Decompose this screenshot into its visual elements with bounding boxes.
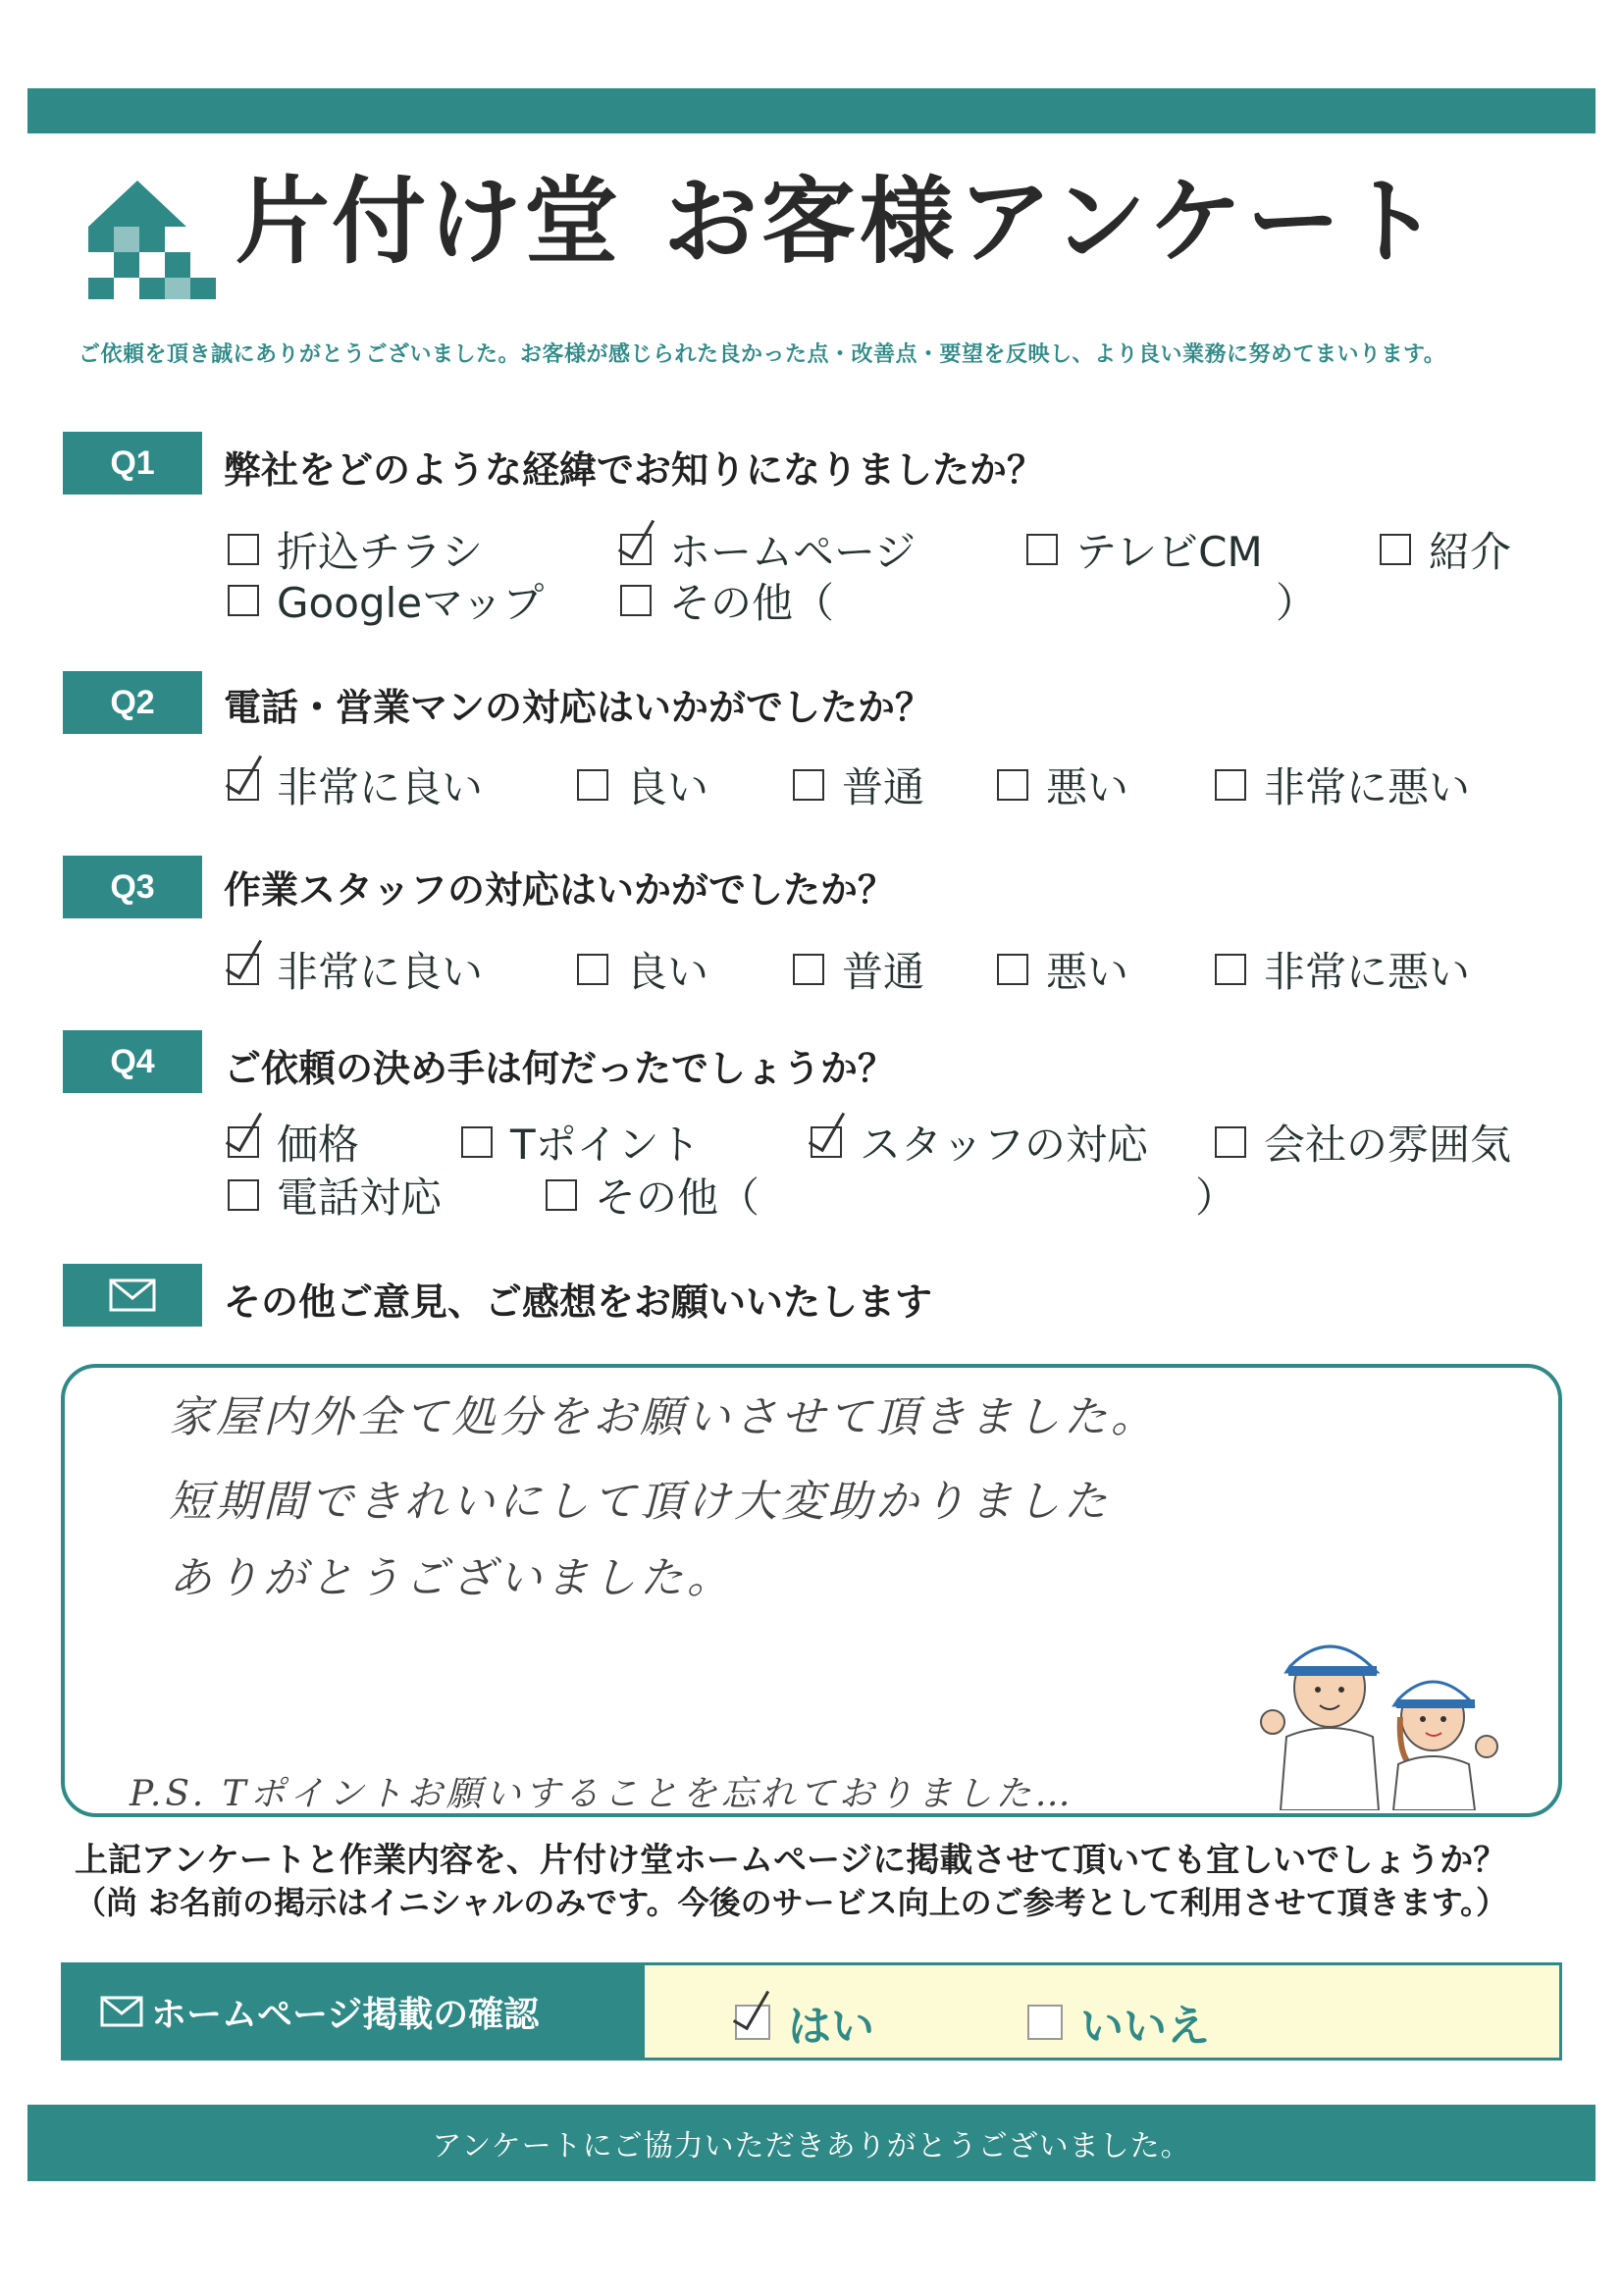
q4-option-tpoint[interactable]: Tポイント (461, 1113, 701, 1172)
checkbox[interactable] (228, 534, 259, 565)
q2-option-good[interactable]: 良い (577, 756, 708, 814)
q2-option-average[interactable]: 普通 (793, 756, 924, 814)
q3-label: Q3 (63, 856, 202, 918)
q1-option-homepage[interactable]: ホームページ (620, 520, 916, 579)
staff-mascot-illustration (1251, 1609, 1516, 1810)
comments-label (63, 1264, 202, 1327)
permission-question: 上記アンケートと作業内容を、片付け堂ホームページに掲載させて頂いても宜しいでしょうか？ (75, 1841, 1507, 1880)
checkbox[interactable] (461, 1126, 493, 1158)
checkbox-checked[interactable] (228, 954, 259, 985)
checkbox[interactable] (620, 585, 652, 616)
comments-heading: その他ご意見、ご感想をお願いいたします (224, 1280, 933, 1324)
q4-option-staff[interactable]: スタッフの対応 (811, 1113, 1148, 1172)
q4-label: Q4 (63, 1030, 202, 1093)
q2-option-bad[interactable]: 悪い (997, 756, 1128, 814)
comment-line-ps: P.S. Tポイントお願いすることを忘れておりました… (130, 1774, 1074, 1814)
comment-line-3: ありがとうございました。 (169, 1553, 734, 1603)
checkbox-checked[interactable] (735, 2005, 770, 2040)
checkbox[interactable] (228, 585, 259, 616)
comment-line-1: 家屋内外全て処分をお願いさせて頂きました。 (169, 1392, 1158, 1442)
q1-other-close-paren: ） (1276, 579, 1318, 627)
checkbox[interactable] (577, 769, 608, 801)
q2-label: Q2 (63, 671, 202, 734)
q1-option-tvcm[interactable]: テレビCM (1026, 520, 1263, 579)
checkbox[interactable] (546, 1179, 577, 1211)
checkbox[interactable] (1027, 2005, 1063, 2040)
checkbox[interactable] (1215, 1126, 1246, 1158)
q1-option-other[interactable]: その他（ (620, 571, 834, 630)
checkbox-checked[interactable] (228, 769, 259, 801)
permission-note: （尚 お名前の掲示はイニシャルのみです。今後のサービス向上のご参考として利用させて頂きます。） (75, 1884, 1508, 1921)
footer-thanks: アンケートにご協力いただきありがとうございました。 (432, 2129, 1191, 2164)
confirm-no-option[interactable]: いいえ (1027, 1991, 1210, 2054)
q3-option-average[interactable]: 普通 (793, 940, 924, 999)
top-band (27, 88, 1596, 133)
q4-option-other[interactable]: その他（ (546, 1166, 759, 1225)
brand-name: 片付け堂 (236, 167, 620, 277)
checkbox[interactable] (1026, 534, 1058, 565)
confirm-label-bar (61, 1962, 642, 2061)
checkbox-checked[interactable] (620, 534, 652, 565)
q3-question: 作業スタッフの対応はいかがでしたか？ (224, 868, 896, 912)
q3-option-very-bad[interactable]: 非常に悪い (1215, 940, 1470, 999)
house-logo-icon (69, 173, 236, 300)
confirm-options (642, 1962, 1562, 2061)
page-subtitle: ご依頼を頂き誠にありがとうございました。お客様が感じられた良かった点・改善点・要望を反映し、より良い業務に努めてまいります。 (79, 342, 1446, 367)
q2-option-very-bad[interactable]: 非常に悪い (1215, 756, 1470, 814)
checkbox[interactable] (228, 1179, 259, 1211)
checkbox[interactable] (793, 954, 824, 985)
q3-option-bad[interactable]: 悪い (997, 940, 1128, 999)
checkbox[interactable] (1215, 954, 1246, 985)
q1-option-flyer[interactable]: 折込チラシ (228, 520, 483, 579)
q4-option-phone[interactable]: 電話対応 (228, 1166, 442, 1225)
q1-option-googlemap[interactable]: Googleマップ (228, 571, 544, 630)
footer-band (27, 2105, 1596, 2181)
comment-line-2: 短期間できれいにして頂け大変助かりました (169, 1477, 1111, 1527)
q1-question: 弊社をどのような経緯でお知りになりましたか？ (224, 448, 1045, 492)
checkbox[interactable] (577, 954, 608, 985)
confirm-label: ホームページ掲載の確認 (151, 1994, 540, 2035)
checkbox[interactable] (1380, 534, 1411, 565)
checkbox[interactable] (997, 954, 1028, 985)
q1-option-referral[interactable]: 紹介 (1380, 520, 1511, 579)
q2-option-very-good[interactable]: 非常に良い (228, 756, 483, 814)
q2-question: 電話・営業マンの対応はいかがでしたか？ (224, 686, 933, 729)
confirm-yes-option[interactable]: はい (735, 1991, 874, 2054)
q4-option-price[interactable]: 価格 (228, 1113, 359, 1172)
q4-question: ご依頼の決め手は何だったでしょうか？ (224, 1047, 896, 1090)
envelope-icon (109, 1278, 156, 1312)
checkbox[interactable] (793, 769, 824, 801)
q4-other-close-paren: ） (1195, 1174, 1237, 1222)
q4-option-atmosphere[interactable]: 会社の雰囲気 (1215, 1113, 1511, 1172)
checkbox[interactable] (1215, 769, 1246, 801)
page-title: お客様アンケート (663, 167, 1443, 277)
checkbox-checked[interactable] (228, 1126, 259, 1158)
checkbox-checked[interactable] (811, 1126, 842, 1158)
envelope-icon (100, 1996, 143, 2027)
q3-option-very-good[interactable]: 非常に良い (228, 940, 483, 999)
checkbox[interactable] (997, 769, 1028, 801)
q3-option-good[interactable]: 良い (577, 940, 708, 999)
q1-label: Q1 (63, 432, 202, 495)
